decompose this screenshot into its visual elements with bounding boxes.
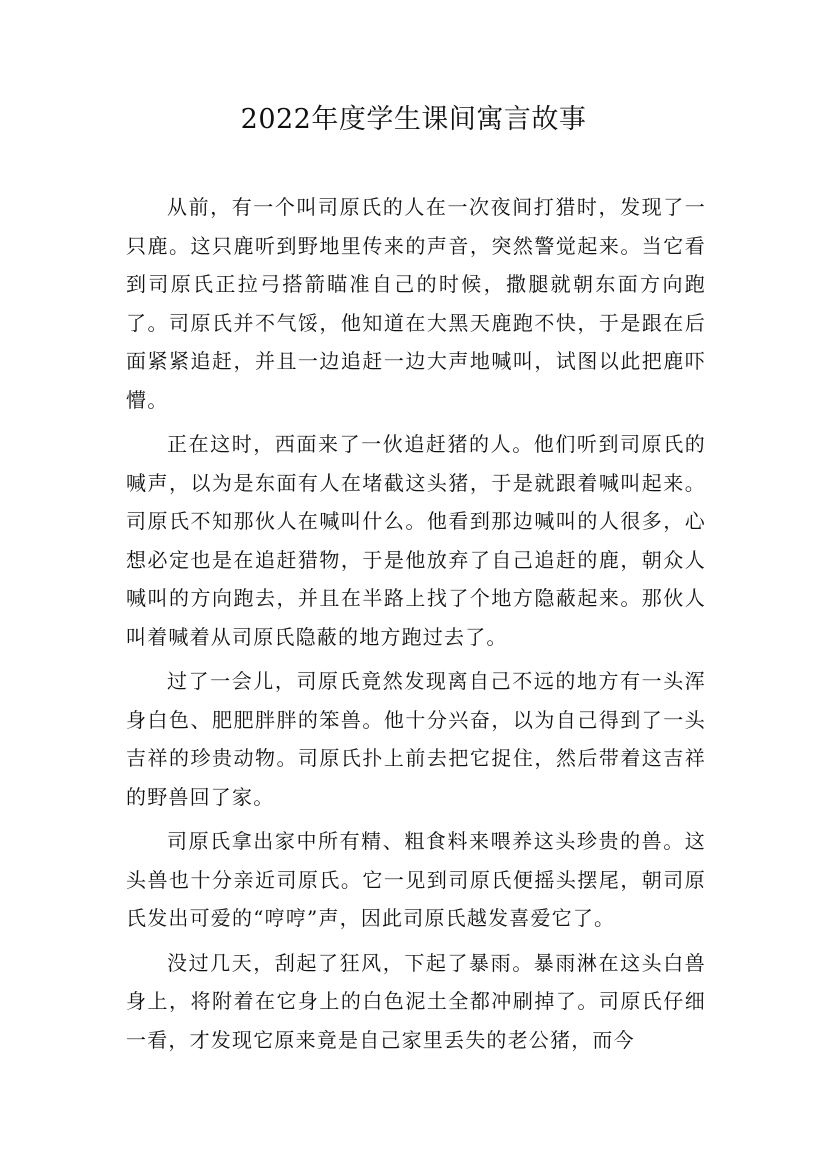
document-title: 2022年度学生课间寓言故事 — [240, 104, 587, 135]
paragraph: 司原氏拿出家中所有精、粗食料来喂养这头珍贵的兽。这头兽也十分亲近司原氏。它一见到司原氏便摇头摆尾，朝司原氏发出可爱的“哼哼”声，因此司原氏越发喜爱它了。 — [126, 829, 706, 930]
paragraph: 正在这时，西面来了一伙追赶猪的人。他们听到司原氏的喊声，以为是东面有人在堵截这头猪，于是就跟着喊叫起来。司原氏不知那伙人在喊叫什么。他看到那边喊叫的人很多，心想必定也是在追赶猎物，于是他放弃了自己追赶的鹿，朝众人喊叫的方向跑去，并且在半路上找了个地方隐蔽起来。那伙人叫着喊着从司原氏隐蔽的地方跑过去了。 — [126, 432, 706, 649]
paragraph: 从前，有一个叫司原氏的人在一次夜间打猎时，发现了一只鹿。这只鹿听到野地里传来的声音，突然警觉起来。当它看到司原氏正拉弓搭箭瞄准自己的时候，撒腿就朝东面方向跑了。司原氏并不气馁，他知道在大黑天鹿跑不快，于是跟在后面紧紧追赶，并且一边追赶一边大声地喊叫，试图以此把鹿吓懵。 — [126, 195, 706, 412]
paragraph: 没过几天，刮起了狂风，下起了暴雨。暴雨淋在这头白兽身上，将附着在它身上的白色泥土全都冲刷掉了。司原氏仔细一看，才发现它原来竟是自己家里丢失的老公猪，而今 — [126, 950, 706, 1052]
document-body — [126, 188, 706, 1065]
paragraph: 过了一会儿，司原氏竟然发现离自己不远的地方有一头浑身白色、肥肥胖胖的笨兽。他十分兴奋，以为自己得到了一头吉祥的珍贵动物。司原氏扑上前去把它捉住，然后带着这吉祥的野兽回了家。 — [126, 669, 706, 809]
